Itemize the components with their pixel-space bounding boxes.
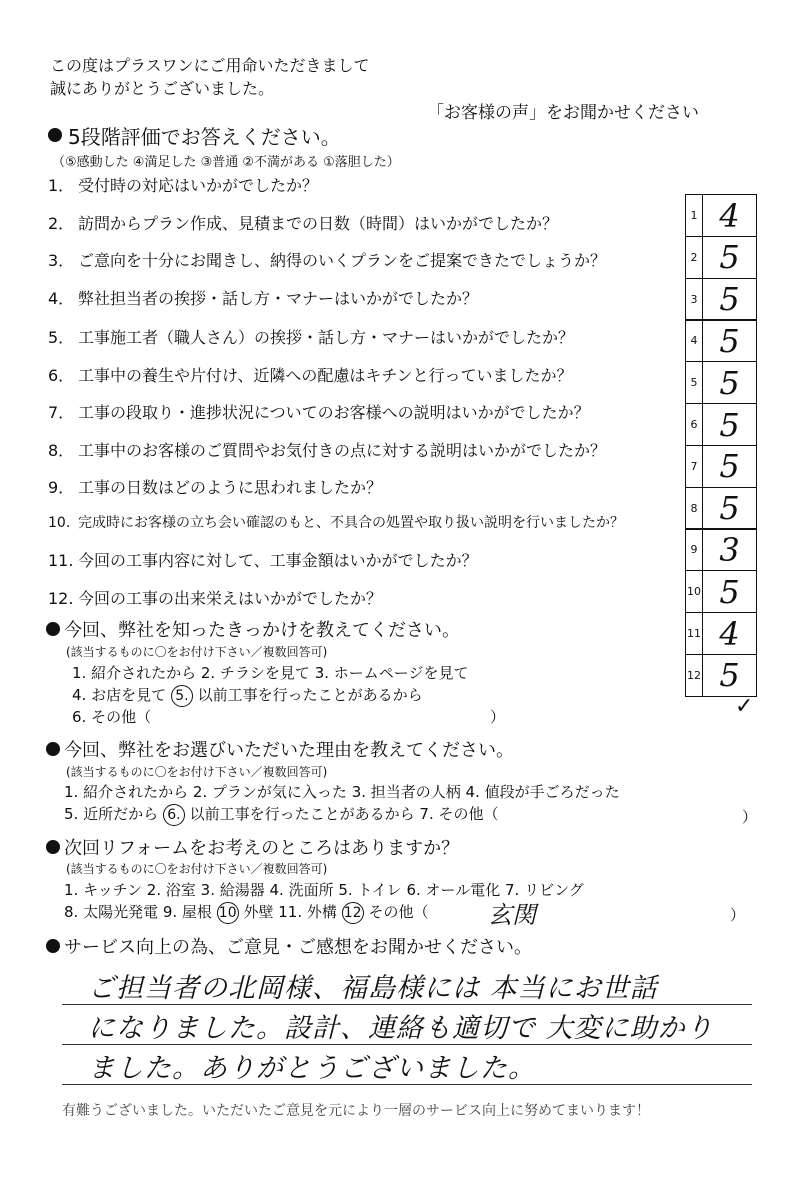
question-number: 2． (48, 214, 75, 233)
question-text: 工事中のお客様のご質問やお気付きの点に対する説明はいかがでしたか？ (78, 441, 607, 460)
question-text: 工事の段取り・進捗状況についてのお客様への説明はいかがでしたか？ (78, 403, 590, 422)
score-row (685, 278, 757, 321)
question-row (48, 325, 574, 348)
score-question-number: 3 (685, 278, 703, 321)
score-question-number: 7 (685, 445, 703, 488)
score-row (685, 194, 757, 237)
footer-text: 有難うございました。いただいたご意見を元により一層のサービス向上に努めてまいります！ (62, 1103, 650, 1119)
comment-heading: サービス向上の為、ご意見・ご感想をお聞かせください。 (64, 937, 532, 958)
next-close-paren: ） (730, 906, 746, 924)
trigger-line-2 (72, 684, 423, 707)
question-number: 5． (48, 328, 75, 347)
score-question-number: 9 (685, 528, 703, 571)
question-row (48, 173, 318, 196)
question-number: 9． (48, 478, 75, 497)
question-text: 受付時の対応はいかがでしたか？ (78, 176, 319, 195)
score-question-number: 1 (685, 194, 703, 237)
question-number: 6． (48, 366, 75, 385)
score-question-number: 5 (685, 361, 703, 404)
score-question-number: 6 (685, 403, 703, 446)
score-row (685, 403, 757, 446)
reason-line-2a: 5. 近所だから (64, 805, 159, 823)
next-heading: 次回リフォームをお考えのところはありますか？ (64, 838, 460, 859)
section-bullet-trigger (46, 622, 60, 636)
question-text: 訪問からプラン作成、見積までの日数（時間）はいかがでしたか？ (78, 214, 559, 233)
score-value: 5 (702, 319, 757, 362)
question-number: 4． (48, 289, 75, 308)
comment-line-2: になりました。設計、連絡も適切で 大変に助かり (88, 1013, 714, 1044)
question-row (48, 400, 590, 423)
question-row (48, 248, 606, 271)
next-other-answer: 玄関 (488, 901, 536, 929)
next-line-2c: その他（ (368, 903, 429, 921)
next-circled-10: 10 (217, 902, 239, 924)
score-value: 5 (702, 654, 757, 697)
voice-title: 「お客様の声」をお聞かせください (427, 103, 699, 123)
trigger-heading: 今回、弊社を知ったきっかけを教えてください。 (64, 620, 460, 641)
question-row (48, 512, 624, 532)
score-row (685, 570, 757, 613)
reason-close-paren: ） (742, 808, 758, 826)
question-text: ご意向を十分にお聞きし、納得のいくプランをご提案できたでしょうか？ (78, 251, 607, 270)
next-note: (該当するものに〇をお付け下さい／複数回答可) (66, 862, 328, 876)
reason-heading: 今回、弊社をお選びいただいた理由を教えてください。 (64, 740, 514, 761)
section-bullet-comment (46, 939, 60, 953)
trigger-line-3: 6. その他（ (72, 708, 152, 726)
score-row (685, 654, 757, 697)
section-bullet-next (46, 840, 60, 854)
question-number: 7． (48, 403, 75, 422)
score-value: 5 (702, 278, 757, 321)
score-value: 5 (702, 361, 757, 404)
trigger-line-2a: 4. お店を見て (72, 686, 167, 704)
score-row (685, 445, 757, 488)
score-row (685, 319, 757, 362)
question-text: 今回の工事の出来栄えはいかがでしたか？ (78, 589, 383, 608)
reason-line-2b: 以前工事を行ったことがあるから 7. その他（ (189, 805, 499, 823)
reason-circled-answer: 6. (163, 804, 185, 826)
next-line-2b: 外壁 11. 外構 (243, 903, 337, 921)
intro-line-1: この度はプラスワンにご用命いただきまして (50, 56, 370, 75)
question-text: 弊社担当者の挨拶・話し方・マナーはいかがでしたか？ (78, 289, 479, 308)
score-question-number: 4 (685, 319, 703, 362)
score-value: 3 (702, 528, 757, 571)
trigger-circled-answer: 5. (171, 685, 193, 707)
score-value: 5 (702, 445, 757, 488)
next-line-2a: 8. 太陽光発電 9. 屋根 (64, 903, 212, 921)
trigger-close-paren: ） (490, 708, 506, 726)
question-number: 3． (48, 251, 75, 270)
question-row (48, 211, 558, 234)
section-bullet-reason (46, 742, 60, 756)
score-row (685, 528, 757, 571)
intro-line-2: 誠にありがとうございました。 (50, 79, 275, 98)
score-value: 5 (702, 403, 757, 446)
score-question-number: 12 (685, 654, 703, 697)
question-text: 完成時にお客様の立ち会い確認のもと、不具合の処置や取り扱い説明を行いましたか？ (78, 515, 624, 531)
score-row (685, 612, 757, 655)
next-line-2 (64, 901, 428, 924)
next-circled-12: 12 (342, 902, 364, 924)
question-text: 今回の工事内容に対して、工事金額はいかがでしたか？ (78, 551, 478, 570)
question-text: 工事中の養生や片付け、近隣への配慮はキチンと行っていましたか？ (78, 366, 573, 385)
reason-line-2 (64, 803, 499, 826)
score-value: 5 (702, 487, 757, 530)
score-question-number: 8 (685, 487, 703, 530)
score-value: 4 (702, 194, 757, 237)
comment-line-3: ました。ありがとうございました。 (88, 1053, 536, 1084)
question-number: 12. (48, 589, 74, 608)
score-value: 5 (702, 570, 757, 613)
question-text: 工事施工者（職人さん）の挨拶・話し方・マナーはいかがでしたか？ (78, 328, 575, 347)
score-question-number: 11 (685, 612, 703, 655)
rating-scale: （⑤感動した ④満足した ③普通 ②不満がある ①落胆した） (52, 155, 400, 170)
question-row (48, 548, 478, 571)
question-row (48, 286, 478, 309)
comment-line-1: ご担当者の北岡様、福島様には 本当にお世話 (88, 973, 658, 1004)
section-bullet-rating (48, 128, 62, 142)
question-number: 11. (48, 551, 74, 570)
check-mark: ✓ (735, 694, 754, 719)
score-row (685, 236, 757, 279)
score-value: 5 (702, 236, 757, 279)
question-row (48, 586, 382, 609)
question-row (48, 475, 382, 498)
score-value: 4 (702, 612, 757, 655)
question-number: 10. (48, 515, 71, 531)
question-row (48, 438, 606, 461)
reason-line-1: 1. 紹介されたから 2. プランが気に入った 3. 担当者の人柄 4. 値段が手ごろだった (64, 783, 620, 801)
question-number: 8． (48, 441, 75, 460)
trigger-note: (該当するものに〇をお付け下さい／複数回答可) (66, 645, 328, 659)
score-row (685, 361, 757, 404)
question-text: 工事の日数はどのように思われましたか？ (78, 478, 383, 497)
reason-note: (該当するものに〇をお付け下さい／複数回答可) (66, 765, 328, 779)
score-row (685, 487, 757, 530)
trigger-line-2b: 以前工事を行ったことがあるから (197, 686, 423, 704)
next-line-1: 1. キッチン 2. 浴室 3. 給湯器 4. 洗面所 5. トイレ 6. オール電化 7. リビング (64, 881, 584, 899)
score-question-number: 2 (685, 236, 703, 279)
rating-heading: 5段階評価でお答えください。 (68, 125, 341, 149)
trigger-line-1: 1. 紹介されたから 2. チラシを見て 3. ホームページを見て (72, 664, 469, 682)
score-question-number: 10 (685, 570, 703, 613)
question-number: 1． (48, 176, 75, 195)
question-row (48, 363, 573, 386)
